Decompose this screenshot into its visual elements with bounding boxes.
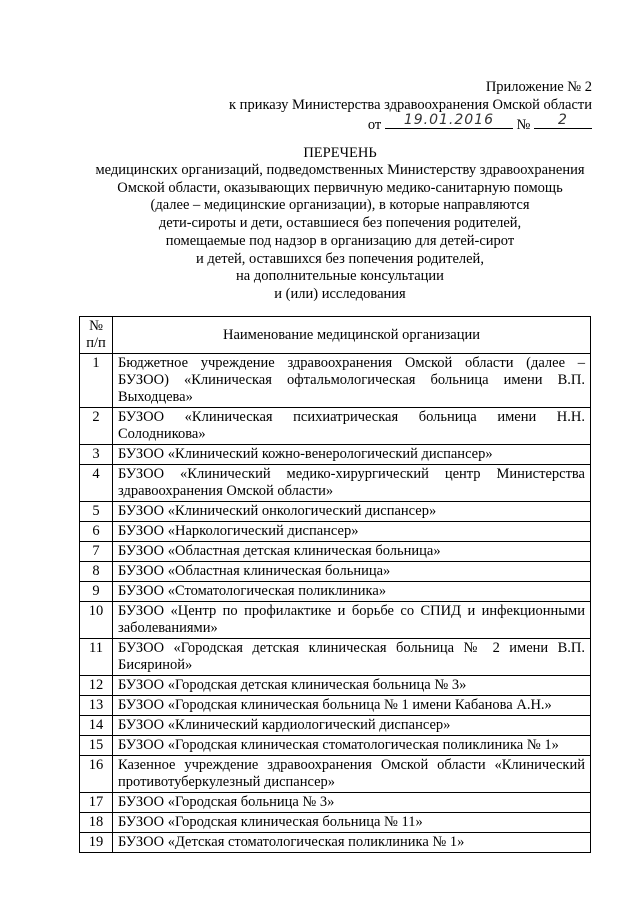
row-number: 16 [80, 756, 113, 793]
organization-name: БУЗОО «Городская больница № 3» [113, 793, 591, 813]
row-number: 1 [80, 354, 113, 408]
organization-name: БУЗОО «Детская стоматологическая поликлиника № 1» [113, 833, 591, 853]
organization-name: БУЗОО «Городская клиническая стоматологическая поликлиника № 1» [113, 736, 591, 756]
organization-name: БУЗОО «Городская клиническая больница № 11» [113, 813, 591, 833]
organization-name: Бюджетное учреждение здравоохранения Омской области (далее – БУЗОО) «Клиническая офтальмологическая больница имени В.П. Выходцева» [113, 354, 591, 408]
row-number: 19 [80, 833, 113, 853]
number-sign: № [516, 117, 531, 133]
row-number: 17 [80, 793, 113, 813]
table-row [80, 793, 591, 813]
title-line: дети-сироты и дети, оставшиеся без попечения родителей, [158, 215, 522, 232]
title-line: на дополнительные консультации [236, 268, 444, 285]
row-number: 14 [80, 716, 113, 736]
organization-name: БУЗОО «Клинический медико-хирургический центр Министерства здравоохранения Омской области» [113, 465, 591, 502]
title-line: Омской области, оказывающих первичную медико-санитарную помощь [117, 179, 563, 196]
table-row [80, 582, 591, 602]
row-number: 15 [80, 736, 113, 756]
table-row [80, 602, 591, 639]
organization-name: БУЗОО «Областная детская клиническая больница» [113, 542, 591, 562]
appendix-label: Приложение № 2 [485, 79, 592, 95]
order-reference: к приказу Министерства здравоохранения Омской области [229, 97, 592, 113]
row-number: 6 [80, 522, 113, 542]
table-row [80, 716, 591, 736]
table-row [80, 465, 591, 502]
row-number: 2 [80, 408, 113, 445]
handwritten-date: 19.01.2016 [403, 112, 494, 128]
table-row [80, 408, 591, 445]
table-row [80, 833, 591, 853]
row-number: 9 [80, 582, 113, 602]
table-row [80, 445, 591, 465]
row-number: 12 [80, 676, 113, 696]
table-row [80, 813, 591, 833]
organization-name: БУЗОО «Наркологический диспансер» [113, 522, 591, 542]
table-body [80, 354, 591, 853]
table-row [80, 562, 591, 582]
order-date-line [368, 114, 592, 134]
title-line: (далее – медицинские организации), в которые направляются [150, 197, 530, 214]
table-row [80, 354, 591, 408]
organization-name: БУЗОО «Клинический онкологический диспансер» [113, 502, 591, 522]
row-number: 13 [80, 696, 113, 716]
organization-name: БУЗОО «Стоматологическая поликлиника» [113, 582, 591, 602]
table-row [80, 522, 591, 542]
handwritten-number: 2 [558, 112, 568, 128]
table-row [80, 696, 591, 716]
title-line: и (или) исследования [274, 285, 406, 302]
row-number: 7 [80, 542, 113, 562]
row-number: 5 [80, 502, 113, 522]
table-row [80, 502, 591, 522]
row-number: 3 [80, 445, 113, 465]
organization-name: БУЗОО «Клиническая психиатрическая больница имени Н.Н. Солодникова» [113, 408, 591, 445]
organization-name: БУЗОО «Клинический кардиологический диспансер» [113, 716, 591, 736]
organization-name: БУЗОО «Городская клиническая больница № 1 имени Кабанова А.Н.» [113, 696, 591, 716]
title-line: медицинских организаций, подведомственных Министерству здравоохранения [95, 162, 585, 178]
document-heading: ПЕРЕЧЕНЬ [303, 145, 377, 161]
table-row [80, 542, 591, 562]
title-lines [70, 162, 610, 304]
row-number: 18 [80, 813, 113, 833]
row-number: 8 [80, 562, 113, 582]
row-number: 4 [80, 465, 113, 502]
table-row [80, 639, 591, 676]
organization-name: БУЗОО «Городская детская клиническая больница № 2 имени В.П. Бисяриной» [113, 639, 591, 676]
table-row [80, 756, 591, 793]
organization-name: БУЗОО «Городская детская клиническая больница № 3» [113, 676, 591, 696]
column-header-name: Наименование медицинской организации [113, 317, 591, 354]
date-field [385, 114, 513, 129]
organization-name: БУЗОО «Клинический кожно-венерологический диспансер» [113, 445, 591, 465]
title-line: помещаемые под надзор в организацию для детей-сирот [165, 232, 515, 249]
title-line: и детей, оставшихся без попечения родителей, [196, 250, 484, 267]
organizations-table [79, 316, 591, 853]
organization-name: БУЗОО «Областная клиническая больница» [113, 562, 591, 582]
column-header-number: № п/п [80, 317, 113, 354]
table-row [80, 676, 591, 696]
organization-name: Казенное учреждение здравоохранения Омской области «Клинический противотуберкулезный диспансер» [113, 756, 591, 793]
table-header-row [80, 317, 591, 354]
organization-name: БУЗОО «Центр по профилактике и борьбе со СПИД и инфекционными заболеваниями» [113, 602, 591, 639]
number-field [534, 114, 592, 129]
table-row [80, 736, 591, 756]
row-number: 10 [80, 602, 113, 639]
date-prefix: от [367, 117, 382, 133]
row-number: 11 [80, 639, 113, 676]
